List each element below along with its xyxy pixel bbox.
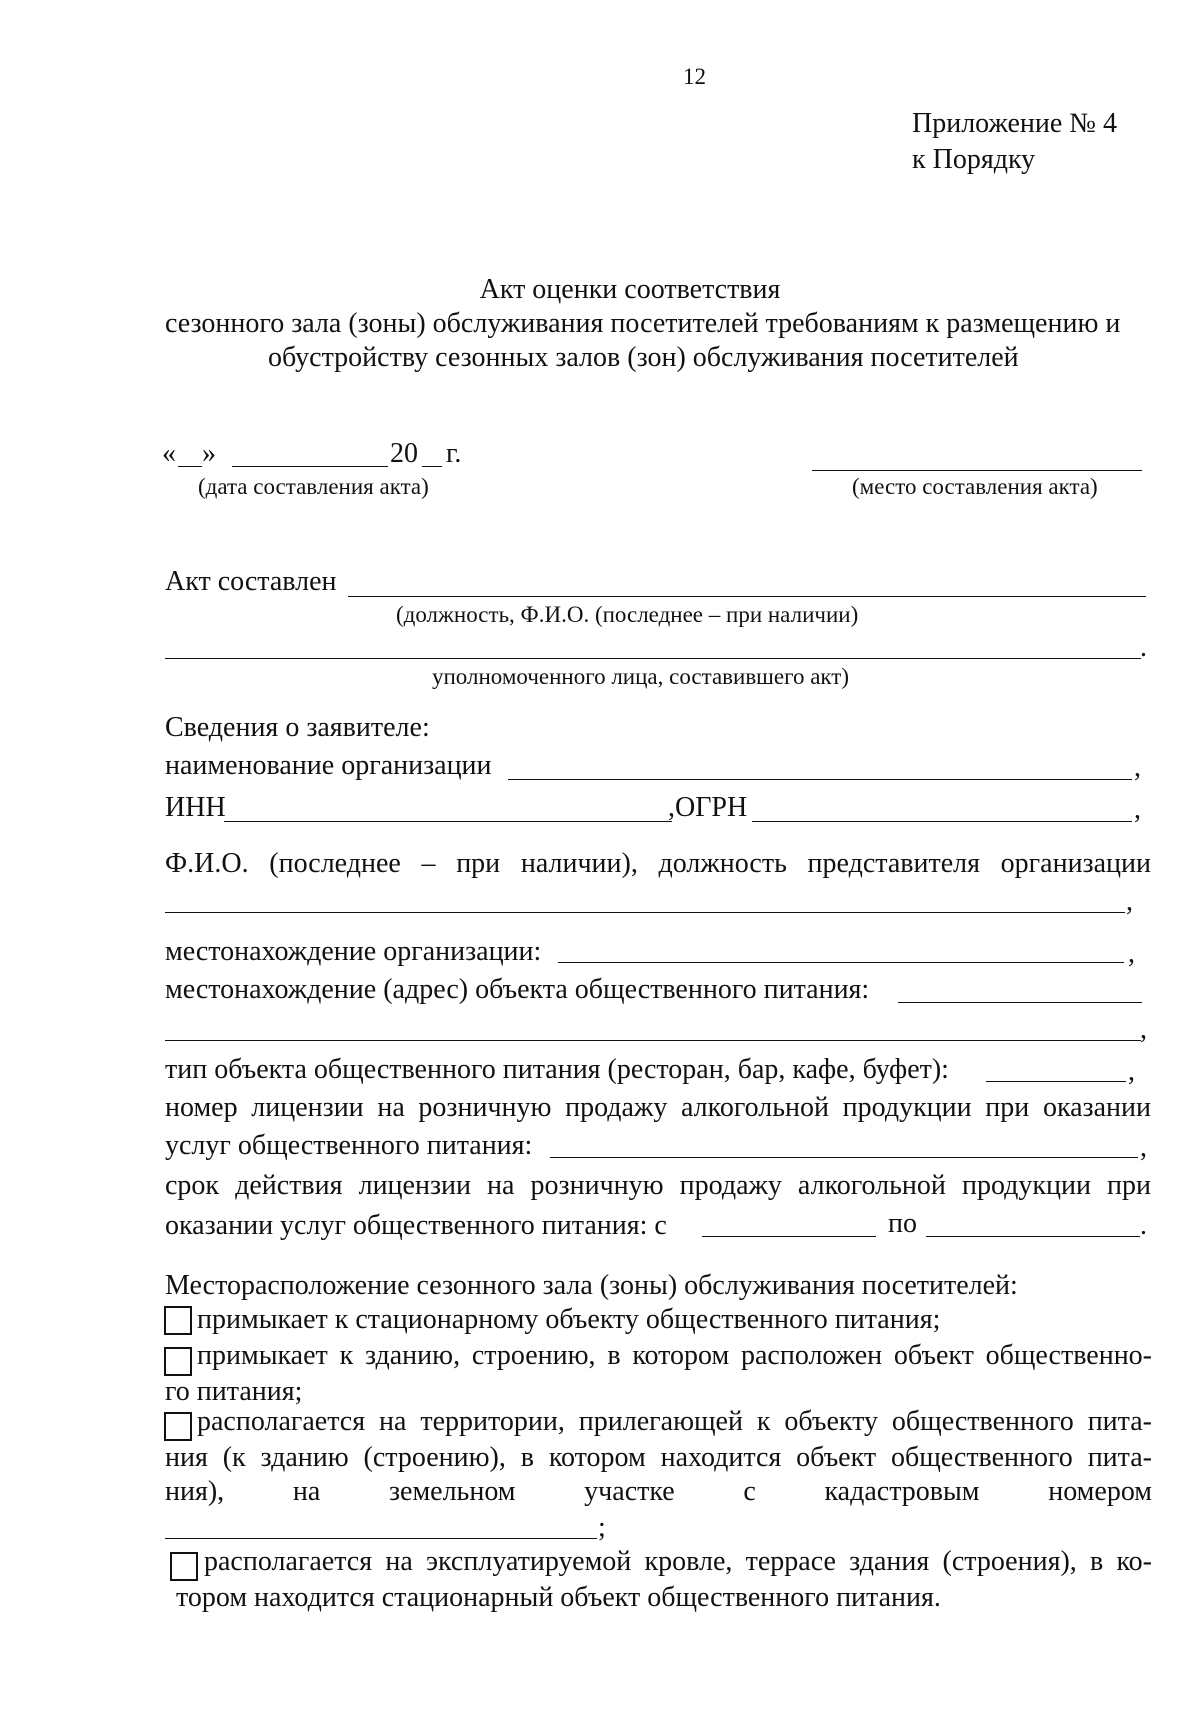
- option-3-label-1: располагается на территории, прилегающей к объекту общественного пита-: [197, 1406, 1152, 1437]
- title-line-1: Акт оценки соответствия: [479, 274, 781, 305]
- fio-comma: ,: [1126, 886, 1133, 917]
- act-by-caption-2: уполномоченного лица, составившего акт): [432, 664, 849, 689]
- org-location-comma: ,: [1128, 938, 1135, 969]
- act-by-caption-1: (должность, Ф.И.О. (последнее – при наличии): [396, 602, 859, 627]
- ogrn-field[interactable]: [752, 821, 1132, 822]
- option-4-label-2: тором находится стационарный объект общественного питания.: [176, 1582, 941, 1613]
- inn-label: ИНН: [165, 792, 226, 823]
- place-caption: (место составления акта): [852, 474, 1098, 499]
- quote-open: «: [162, 438, 176, 469]
- year-prefix: 20: [390, 438, 418, 469]
- option-2-checkbox[interactable]: [164, 1347, 192, 1376]
- title-line-3: обустройству сезонных залов (зон) обслуживания посетителей: [268, 342, 1019, 373]
- term-from-field[interactable]: [702, 1236, 876, 1237]
- quote-close: »: [202, 438, 216, 469]
- location-heading: Месторасположение сезонного зала (зоны) обслуживания посетителей:: [165, 1270, 1018, 1301]
- term-to-label: по: [888, 1208, 917, 1239]
- license-field[interactable]: [550, 1157, 1138, 1158]
- org-name-label: наименование организации: [165, 750, 492, 781]
- act-by-field-2[interactable]: [165, 658, 1141, 659]
- option-3-label-3: ния), на земельном участке с кадастровым номером: [165, 1476, 1152, 1507]
- object-address-field-2[interactable]: [165, 1040, 1141, 1041]
- license-label-1: номер лицензии на розничную продажу алкогольной продукции при оказании: [165, 1092, 1151, 1123]
- object-address-comma: ,: [1140, 1014, 1147, 1045]
- object-type-field[interactable]: [986, 1081, 1126, 1082]
- license-label-2: услуг общественного питания:: [165, 1130, 533, 1161]
- object-address-label: местонахождение (адрес) объекта общественного питания:: [165, 974, 870, 1005]
- inn-field[interactable]: [224, 821, 672, 822]
- object-type-comma: ,: [1128, 1056, 1135, 1087]
- day-field[interactable]: [178, 466, 202, 467]
- fio-label: Ф.И.О. (последнее – при наличии), должность представителя организации: [165, 848, 1151, 879]
- org-location-label: местонахождение организации:: [165, 936, 542, 967]
- act-by-end-dot: .: [1140, 632, 1147, 663]
- place-field[interactable]: [812, 470, 1142, 471]
- title-line-2: сезонного зала (зоны) обслуживания посетителей требованиям к размещению и: [165, 308, 1121, 339]
- option-1-checkbox[interactable]: [164, 1306, 192, 1335]
- year-suffix: г.: [446, 438, 462, 469]
- month-field[interactable]: [232, 466, 388, 467]
- org-name-comma: ,: [1134, 752, 1141, 783]
- term-label-2: оказании услуг общественного питания: с: [165, 1210, 667, 1241]
- applicant-heading: Сведения о заявителе:: [165, 712, 430, 743]
- option-1-label: примыкает к стационарному объекту общественного питания;: [197, 1304, 941, 1335]
- act-by-label: Акт составлен: [165, 566, 337, 597]
- year-field[interactable]: [422, 466, 442, 467]
- option-2-label-2: го питания;: [165, 1376, 303, 1407]
- cadastral-semicolon: ;: [598, 1512, 606, 1543]
- ogrn-comma: ,: [1134, 794, 1141, 825]
- option-4-label-1: располагается на эксплуатируемой кровле, террасе здания (строения), в ко-: [204, 1546, 1152, 1577]
- option-2-label-1: примыкает к зданию, строению, в котором расположен объект общественно-: [197, 1340, 1152, 1371]
- term-dot: .: [1140, 1210, 1147, 1241]
- org-name-field[interactable]: [508, 779, 1132, 780]
- object-address-field[interactable]: [898, 1002, 1142, 1003]
- option-3-checkbox[interactable]: [164, 1412, 192, 1441]
- option-3-label-2: ния (к зданию (строению), в котором находится объект общественного пита-: [165, 1442, 1152, 1473]
- fio-field[interactable]: [165, 912, 1125, 913]
- appendix-reference: к Порядку: [912, 144, 1036, 175]
- act-by-field[interactable]: [348, 596, 1146, 597]
- page-number: 12: [683, 64, 706, 89]
- cadastral-field[interactable]: [165, 1538, 597, 1539]
- ogrn-label: ,ОГРН: [668, 792, 748, 823]
- date-caption: (дата составления акта): [198, 474, 429, 499]
- org-location-field[interactable]: [558, 962, 1124, 963]
- term-to-field[interactable]: [926, 1236, 1140, 1237]
- appendix-number: Приложение № 4: [912, 108, 1117, 139]
- term-label-1: срок действия лицензии на розничную продажу алкогольной продукции при: [165, 1170, 1151, 1201]
- object-type-label: тип объекта общественного питания (ресторан, бар, кафе, буфет):: [165, 1054, 949, 1085]
- license-comma: ,: [1140, 1132, 1147, 1163]
- option-4-checkbox[interactable]: [170, 1552, 198, 1581]
